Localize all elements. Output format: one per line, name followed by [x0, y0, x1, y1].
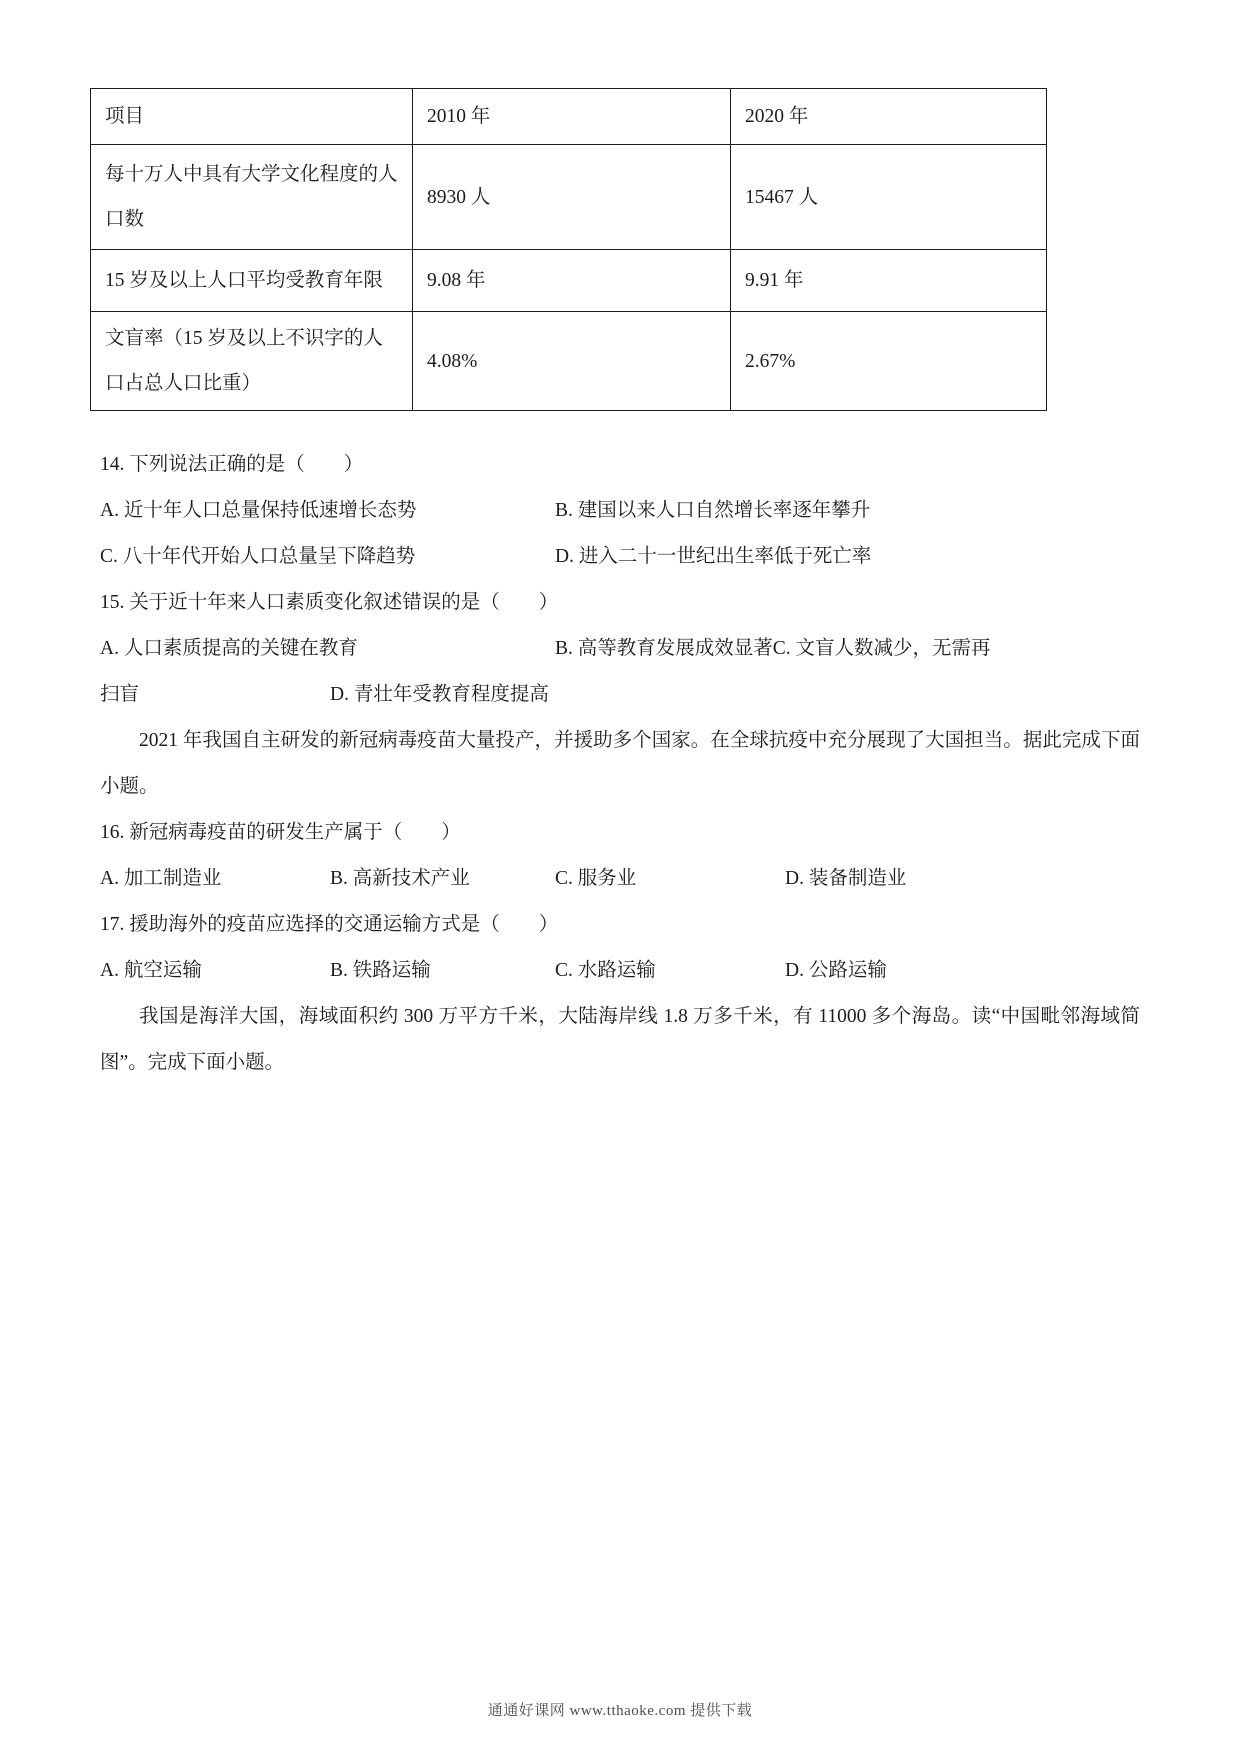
question-17-options-row — [100, 948, 1140, 994]
option-a: A. 近十年人口总量保持低速增长态势 — [100, 500, 417, 521]
passage-ocean: 我国是海洋大国，海域面积约 300 万平方千米，大陆海岸线 1.8 万多千米，有 11000 多个海岛。读“中国毗邻海域简图”。完成下面小题。 — [100, 1006, 1140, 1073]
option-d: D. 公路运输 — [785, 960, 887, 981]
table-header-2020: 2020 年 — [731, 89, 1047, 145]
question-stem-text: 15. 关于近十年来人口素质变化叙述错误的是（ ） — [100, 592, 559, 613]
table-cell-label: 文盲率（15 岁及以上不识字的人口占总人口比重） — [91, 312, 413, 411]
option-b-c-group — [555, 626, 991, 672]
option-a: A. 加工制造业 — [100, 868, 222, 889]
exam-body — [100, 442, 1140, 1086]
table-cell-label: 15 岁及以上人口平均受教育年限 — [91, 250, 413, 312]
option-d: D. 进入二十一世纪出生率低于死亡率 — [555, 546, 872, 567]
option-b: B. 铁路运输 — [330, 960, 431, 981]
question-14-options-row-2 — [100, 534, 1140, 580]
option-a: A. 人口素质提高的关键在教育 — [100, 638, 358, 659]
option-c-start: C. 文盲人数减少，无需再 — [772, 638, 991, 659]
question-stem-text: 17. 援助海外的疫苗应选择的交通运输方式是（ ） — [100, 914, 559, 935]
population-statistics-table — [90, 88, 1047, 411]
table-header-item: 项目 — [91, 89, 413, 145]
question-17-stem — [100, 902, 1140, 948]
option-d: D. 青壮年受教育程度提高 — [330, 684, 549, 705]
table-cell-2020: 9.91 年 — [731, 250, 1047, 312]
question-16-options-row — [100, 856, 1140, 902]
question-stem-text: 16. 新冠病毒疫苗的研发生产属于（ ） — [100, 822, 461, 843]
option-a: A. 航空运输 — [100, 960, 202, 981]
table-header-row — [91, 89, 1047, 145]
table-row — [91, 312, 1047, 411]
table-cell-label: 每十万人中具有大学文化程度的人口数 — [91, 145, 413, 250]
option-c: C. 服务业 — [555, 868, 637, 889]
question-14-options-row-1 — [100, 488, 1140, 534]
option-c: C. 水路运输 — [555, 960, 656, 981]
option-b: B. 高等教育发展成效显著 — [555, 638, 773, 659]
question-15-stem — [100, 580, 1140, 626]
passage-vaccine: 2021 年我国自主研发的新冠病毒疫苗大量投产，并援助多个国家。在全球抗疫中充分展现了大国担当。据此完成下面小题。 — [100, 730, 1140, 797]
table-cell-2020: 2.67% — [731, 312, 1047, 411]
option-c-continued: 扫盲 — [100, 684, 140, 705]
question-14-stem — [100, 442, 1140, 488]
table-row — [91, 145, 1047, 250]
table-cell-2010: 4.08% — [413, 312, 731, 411]
option-c: C. 八十年代开始人口总量呈下降趋势 — [100, 546, 416, 567]
question-15-options-row-1 — [100, 626, 1140, 672]
table-cell-2020: 15467 人 — [731, 145, 1047, 250]
table-cell-2010: 9.08 年 — [413, 250, 731, 312]
table-cell-2010: 8930 人 — [413, 145, 731, 250]
question-15-options-row-2 — [100, 672, 1140, 718]
question-16-stem — [100, 810, 1140, 856]
page-footer: 通通好课网 www.tthaoke.com 提供下载 — [487, 1703, 753, 1719]
question-stem-text: 14. 下列说法正确的是（ ） — [100, 454, 364, 475]
option-b: B. 高新技术产业 — [330, 868, 470, 889]
population-table-wrap — [90, 88, 1047, 411]
table-header-2010: 2010 年 — [413, 89, 731, 145]
option-d: D. 装备制造业 — [785, 868, 907, 889]
table-row — [91, 250, 1047, 312]
option-b: B. 建国以来人口自然增长率逐年攀升 — [555, 500, 871, 521]
